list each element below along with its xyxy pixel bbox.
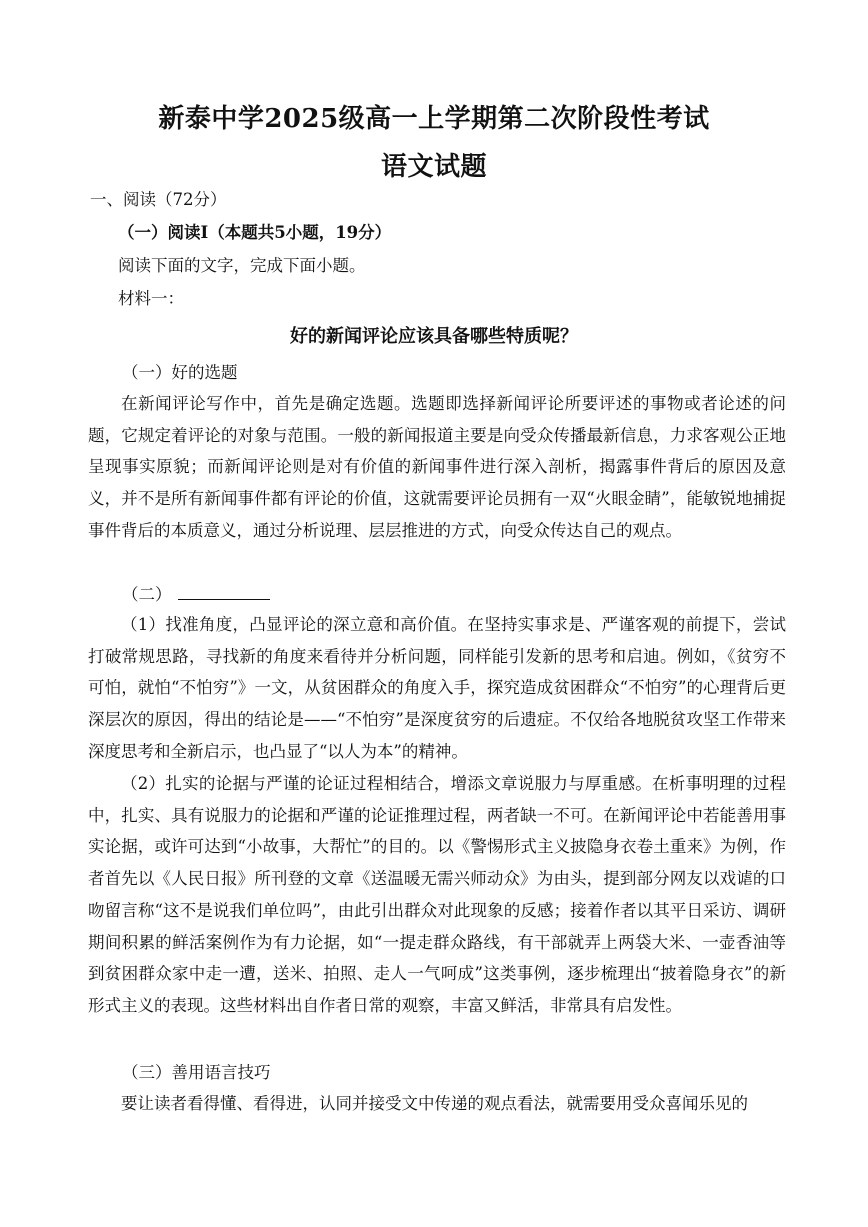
fill-in-blank[interactable]	[178, 585, 270, 600]
article-heading-2-label: （二）	[122, 585, 172, 604]
exam-subject-title: 语文试题	[380, 152, 487, 182]
section-subheading: （一）阅读Ⅰ（本题共5小题，19分）	[118, 223, 392, 242]
article-title: 好的新闻评论应该具备哪些特质呢？	[290, 326, 578, 347]
article-paragraph-1: 在新闻评论写作中，首先是确定选题。选题即选择新闻评论所要评述的事物或者论述的问题，它规定着评论的对象与范围。一般的新闻报道主要是向受众传播最新信息，力求客观公正地呈现事实原貌；而新闻评论则是对有价值的新闻事件进行深入剖析，揭露事件背后的原因及意义，并不是所有新闻事件都有评论的价值，这就需要评论员拥有一双“火眼金睛”，能敏锐地捕捉事件背后的本质意义，通过分析说理、层层推进的方式，向受众传达自己的观点。	[88, 394, 786, 540]
material-label: 材料一：	[118, 289, 184, 308]
instruction-text: 阅读下面的文字，完成下面小题。	[118, 256, 366, 275]
article-paragraph-2: （1）找准角度，凸显评论的深立意和高价值。在坚持实事求是、严谨客观的前提下，尝试打破常规思路，寻找新的角度来看待并分析问题，同样能引发新的思考和启迪。例如，《贫穷不可怕，就怕“不怕穷”》一文，从贫困群众的角度入手，探究造成贫困群众“不怕穷”的心理背后更深层次的原因，得出的结论是——“不怕穷”是深度贫穷的后遗症。不仅给各地脱贫攻坚工作带来深度思考和全新启示，也凸显了“以人为本”的精神。	[88, 615, 786, 761]
article-paragraph-4: 要让读者看得懂、看得进，认同并接受文中传递的观点看法，就需要用受众喜闻乐见的	[121, 1094, 748, 1113]
section-heading: 一、阅读（72分）	[90, 190, 227, 209]
article-heading-3: （三）善用语言技巧	[122, 1063, 271, 1082]
article-heading-1: （一）好的选题	[122, 363, 238, 382]
exam-title: 新泰中学2025级高一上学期第二次阶段性考试	[158, 104, 710, 134]
article-paragraph-3: （2）扎实的论据与严谨的论证过程相结合，增添文章说服力与厚重感。在析事明理的过程中，扎实、具有说服力的论据和严谨的论证推理过程，两者缺一不可。在新闻评论中若能善用事实论据，或许可达到“小故事，大帮忙”的目的。以《警惕形式主义披隐身衣卷土重来》为例，作者首先以《人民日报》所刊登的文章《送温暖无需兴师动众》为由头，提到部分网友以戏谑的口吻留言称“这不是说我们单位吗”，由此引出群众对此现象的反感；接着作者以其平日采访、调研期间积累的鲜活案例作为有力论据，如“一提走群众路线，有干部就弄上两袋大米、一壶香油等到贫困群众家中走一遭，送米、拍照、走人一气呵成”这类事例，逐步梳理出“披着隐身衣”的新形式主义的表现。这些材料出自作者日常的观察，丰富又鲜活，非常具有启发性。	[88, 774, 786, 1015]
article-heading-2	[122, 581, 270, 605]
